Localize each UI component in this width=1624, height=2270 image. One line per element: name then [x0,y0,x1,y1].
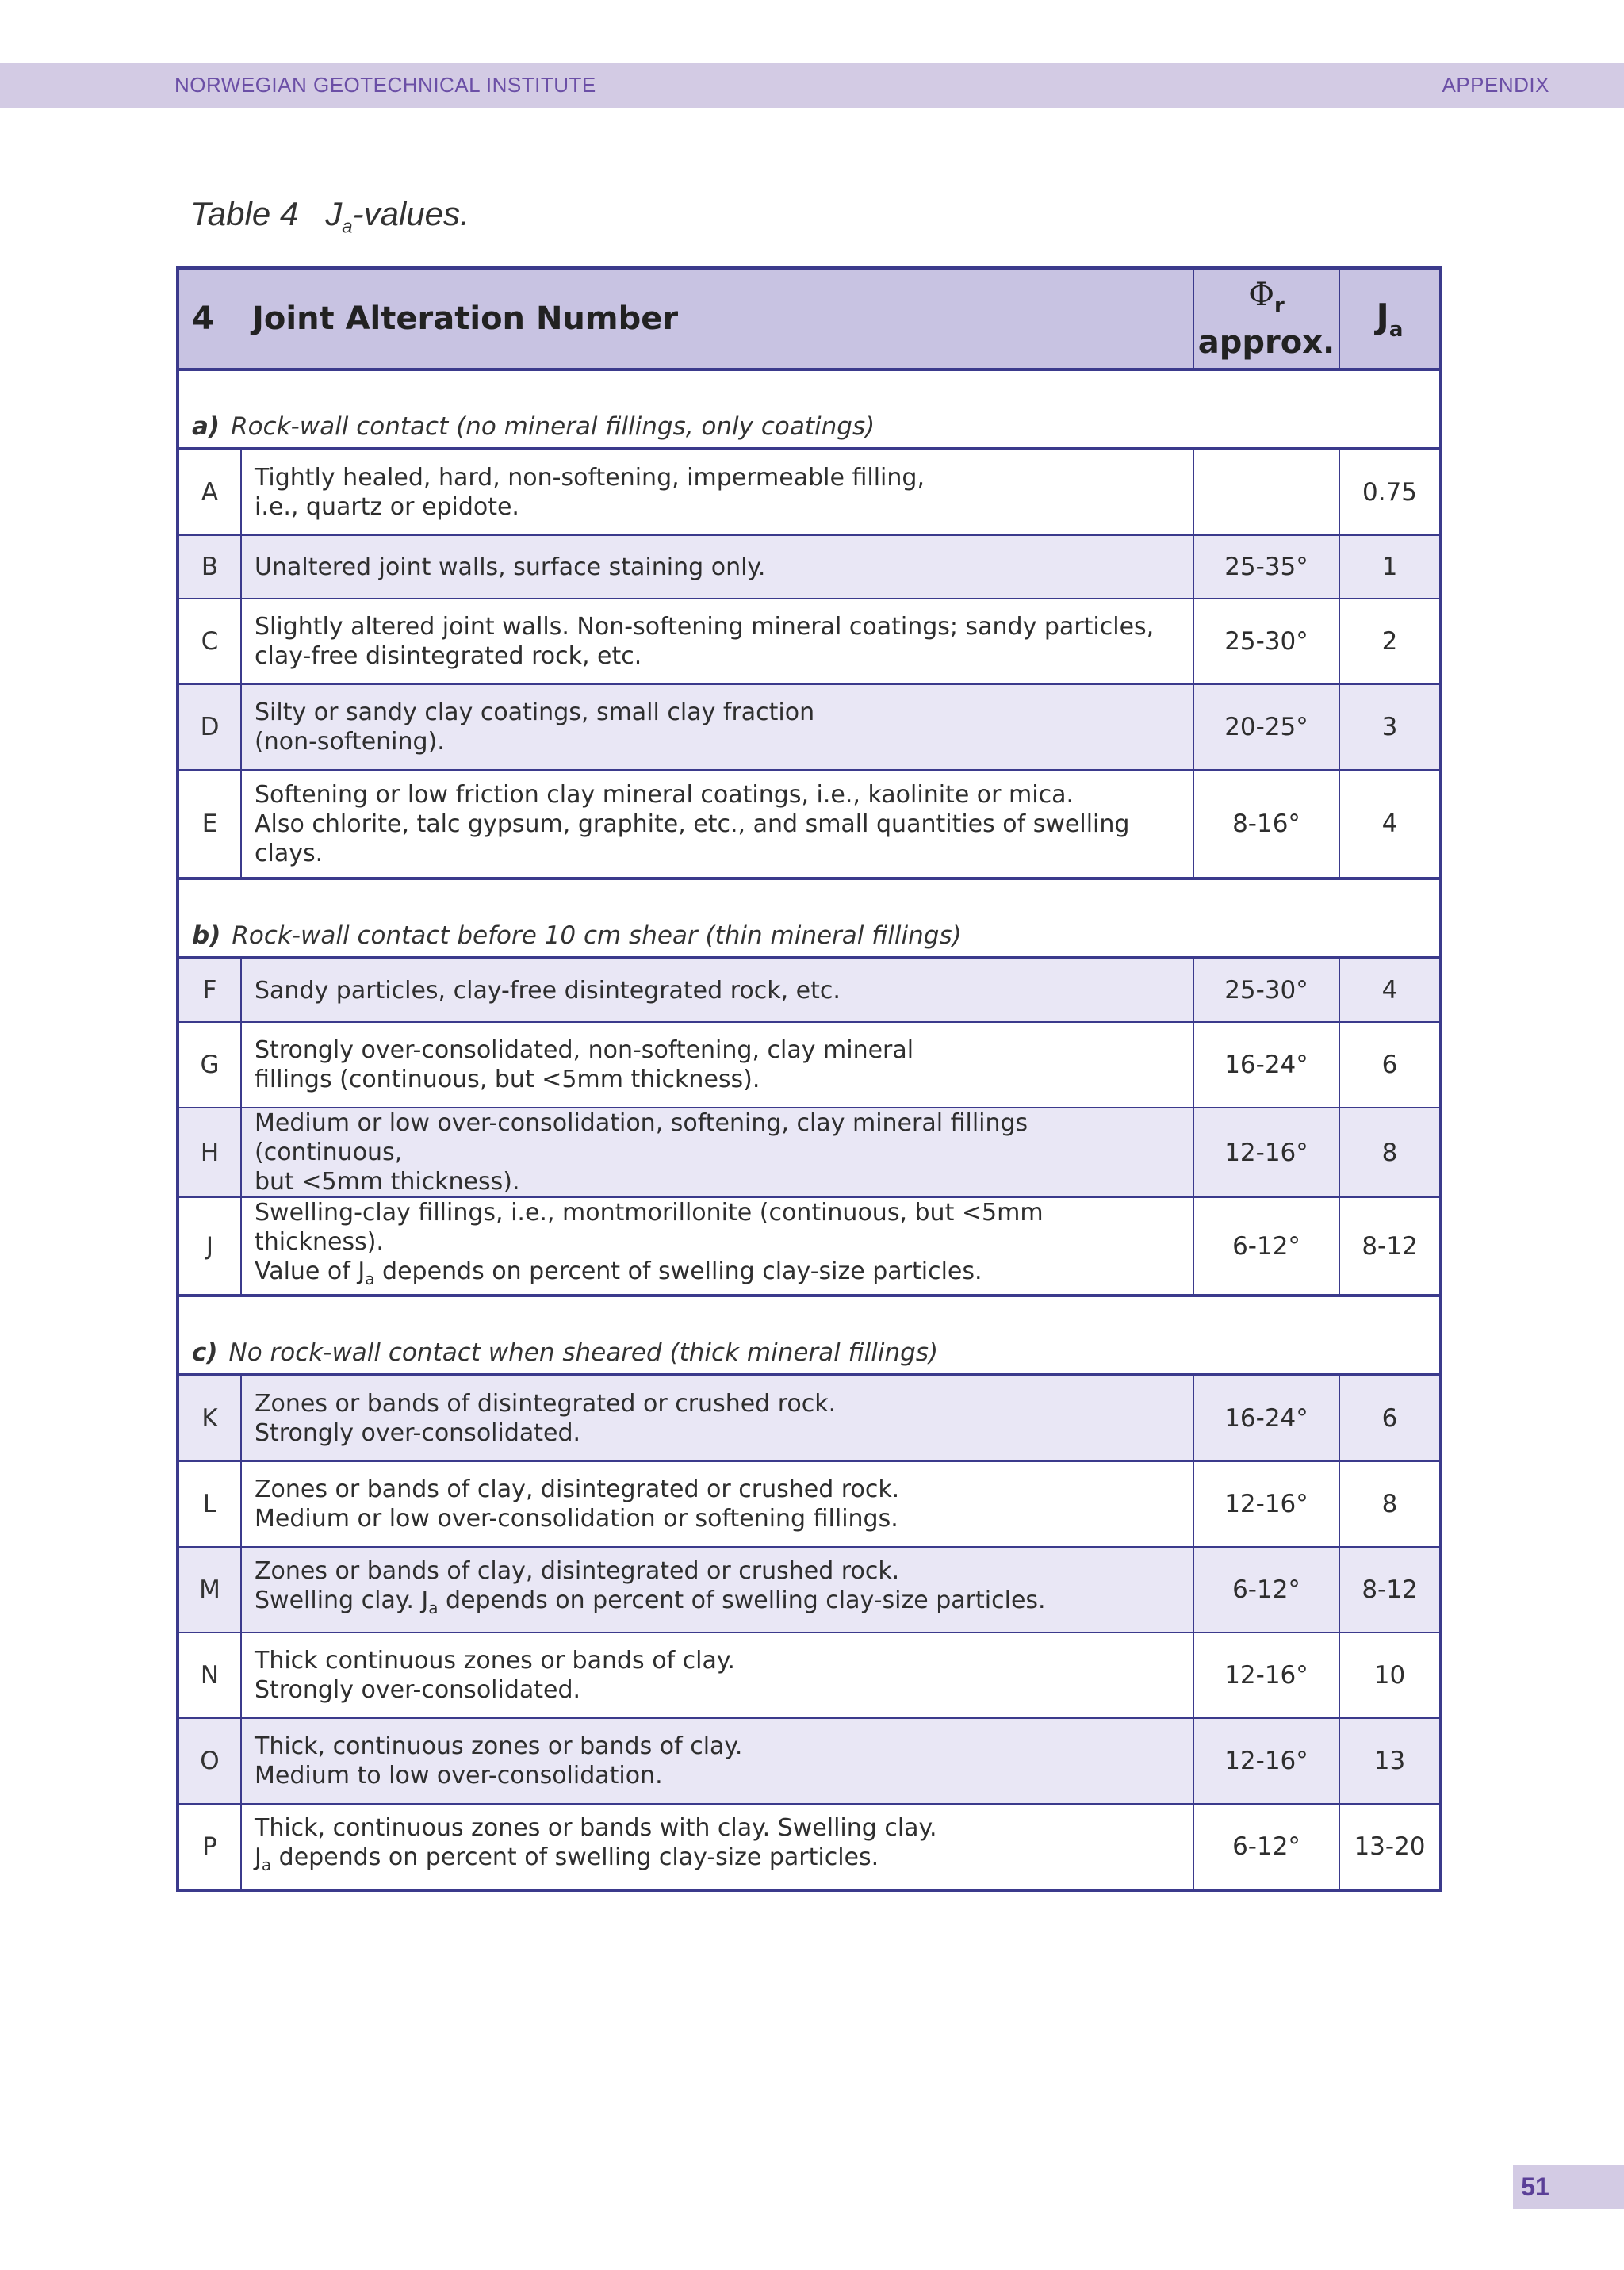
table-row [178,958,1441,1022]
section-header [178,879,1441,958]
description-subscript: a [365,1269,375,1288]
caption-suffix: -values. [352,195,469,232]
row-phi-value: 25-35° [1193,535,1339,599]
row-phi-value: 12-16° [1193,1108,1339,1197]
page-number-badge [1513,2165,1624,2209]
table-row [178,1022,1441,1108]
row-ja-value: 13 [1339,1718,1441,1804]
description-line: Medium or low over-consolidation or softening fillings. [255,1505,898,1533]
header-organization: NORWEGIAN GEOTECHNICAL INSTITUTE [174,73,596,97]
table-caption [190,195,469,238]
row-ja-value: 8 [1339,1108,1441,1197]
row-letter: P [178,1804,241,1890]
table-row [178,684,1441,770]
row-description [241,449,1193,535]
row-letter: J [178,1197,241,1296]
row-ja-value: 8-12 [1339,1197,1441,1296]
section-header [178,369,1441,449]
description-line: depends on percent of swelling clay-size particles. [438,1587,1046,1614]
row-letter: O [178,1718,241,1804]
row-letter: N [178,1633,241,1718]
row-letter: E [178,770,241,879]
row-ja-value: 13-20 [1339,1804,1441,1890]
caption-label: Table 4 [190,195,299,232]
table-row [178,1547,1441,1633]
table-title: Joint Alteration Number [241,268,1193,369]
row-phi-value: 6-12° [1193,1197,1339,1296]
row-phi-value: 12-16° [1193,1718,1339,1804]
description-line: Strongly over-consolidated, non-softening, clay mineral [255,1036,914,1064]
table-row [178,599,1441,684]
row-ja-value: 2 [1339,599,1441,684]
description-line: depends on percent of swelling clay-size particles. [271,1843,879,1871]
row-phi-value: 12-16° [1193,1633,1339,1718]
row-letter: A [178,449,241,535]
row-ja-value: 3 [1339,684,1441,770]
table-row [178,449,1441,535]
row-letter: K [178,1375,241,1461]
table-row [178,1461,1441,1547]
row-description [241,1375,1193,1461]
row-letter: G [178,1022,241,1108]
ja-symbol: J [1376,296,1389,337]
section-letter: c) [192,1338,218,1367]
section-header [178,1296,1441,1375]
section-letter: b) [192,921,221,950]
row-description [241,1718,1193,1804]
table-row [178,1197,1441,1296]
table-row [178,1633,1441,1718]
row-letter: C [178,599,241,684]
caption-symbol: J [325,195,343,232]
row-phi-value: 20-25° [1193,684,1339,770]
description-line: clays. [255,839,324,867]
description-line: Tightly healed, hard, non-softening, impermeable filling, [255,464,925,492]
row-description [241,1633,1193,1718]
header-section: APPENDIX [1442,73,1549,97]
section-title: Rock-wall contact before 10 cm shear (thin mineral fillings) [232,921,962,950]
section-title: Rock-wall contact (no mineral fillings, only coatings) [231,412,875,441]
row-description [241,684,1193,770]
table-row [178,770,1441,879]
description-line: Thick continuous zones or bands of clay. [255,1647,735,1675]
table-row [178,1718,1441,1804]
description-subscript: a [261,1855,272,1874]
description-line: Medium or low over-consolidation, softening, clay mineral fillings (continuous, [255,1109,1028,1166]
description-line: fillings (continuous, but <5mm thickness). [255,1066,760,1093]
description-line: Zones or bands of clay, disintegrated or crushed rock. [255,1476,900,1503]
row-ja-value: 4 [1339,770,1441,879]
joint-alteration-table [176,266,1442,1892]
description-line: but <5mm thickness). [255,1168,520,1196]
row-description [241,535,1193,599]
table-header-row [178,268,1441,369]
description-subscript: a [428,1598,439,1617]
row-description [241,1197,1193,1296]
section-header-row [178,879,1441,958]
row-description [241,1547,1193,1633]
row-phi-value: 12-16° [1193,1461,1339,1547]
row-phi-value: 16-24° [1193,1022,1339,1108]
section-header-row [178,369,1441,449]
description-line: Medium to low over-consolidation. [255,1762,663,1790]
row-description [241,1804,1193,1890]
description-line: depends on percent of swelling clay-size particles. [374,1257,982,1285]
page-number: 51 [1521,2172,1549,2201]
row-ja-value: 8-12 [1339,1547,1441,1633]
row-ja-value: 10 [1339,1633,1441,1718]
ja-subscript: a [1388,317,1404,342]
row-phi-value [1193,449,1339,535]
description-line: Unaltered joint walls, surface staining only. [255,553,766,581]
caption-symbol-sub: a [342,216,353,238]
table-row [178,1804,1441,1890]
table-number: 4 [178,268,241,369]
description-line: Strongly over-consolidated. [255,1676,581,1704]
row-ja-value: 8 [1339,1461,1441,1547]
description-line: (non-softening). [255,728,445,756]
row-letter: H [178,1108,241,1197]
ja-column-header [1339,268,1441,369]
description-line: Value of J [255,1257,366,1285]
section-title: No rock-wall contact when sheared (thick mineral fillings) [228,1338,939,1367]
row-letter: F [178,958,241,1022]
row-ja-value: 1 [1339,535,1441,599]
table-row [178,1108,1441,1197]
row-description [241,1108,1193,1197]
row-ja-value: 0.75 [1339,449,1441,535]
description-line: J [255,1843,262,1871]
phi-symbol: Φ [1248,277,1274,313]
row-phi-value: 25-30° [1193,958,1339,1022]
row-description [241,770,1193,879]
row-description [241,599,1193,684]
description-line: Softening or low friction clay mineral coatings, i.e., kaolinite or mica. [255,780,1074,809]
row-ja-value: 6 [1339,1022,1441,1108]
row-letter: L [178,1461,241,1547]
row-description [241,1022,1193,1108]
description-line: Also chlorite, talc gypsum, graphite, etc., and small quantities of swelling [255,810,1130,838]
table-row [178,1375,1441,1461]
description-line: Zones or bands of disintegrated or crushed rock. [255,1390,837,1418]
row-description [241,1461,1193,1547]
row-ja-value: 6 [1339,1375,1441,1461]
row-phi-value: 25-30° [1193,599,1339,684]
description-line: Silty or sandy clay coatings, small clay fraction [255,699,815,726]
row-description [241,958,1193,1022]
description-line: Thick, continuous zones or bands with clay. Swelling clay. [255,1814,937,1842]
row-letter: B [178,535,241,599]
description-line: i.e., quartz or epidote. [255,493,519,521]
description-line: Sandy particles, clay-free disintegrated rock, etc. [255,976,841,1005]
row-phi-value: 8-16° [1193,770,1339,879]
row-letter: D [178,684,241,770]
section-header-row [178,1296,1441,1375]
description-line: Swelling clay. J [255,1587,429,1614]
row-phi-value: 16-24° [1193,1375,1339,1461]
row-phi-value: 6-12° [1193,1804,1339,1890]
section-letter: a) [192,412,220,441]
description-line: Swelling-clay fillings, i.e., montmorillonite (continuous, but <5mm thickness). [255,1199,1044,1256]
description-line: Slightly altered joint walls. Non-softening mineral coatings; sandy particles, [255,613,1155,641]
row-phi-value: 6-12° [1193,1547,1339,1633]
description-line: Zones or bands of clay, disintegrated or crushed rock. [255,1557,900,1585]
row-ja-value: 4 [1339,958,1441,1022]
phi-note: approx. [1197,324,1335,361]
description-line: Strongly over-consolidated. [255,1419,581,1447]
phi-subscript: r [1274,294,1285,318]
row-letter: M [178,1547,241,1633]
description-line: clay-free disintegrated rock, etc. [255,642,642,670]
phi-column-header [1193,268,1339,369]
description-line: Thick, continuous zones or bands of clay. [255,1732,743,1760]
table-row [178,535,1441,599]
